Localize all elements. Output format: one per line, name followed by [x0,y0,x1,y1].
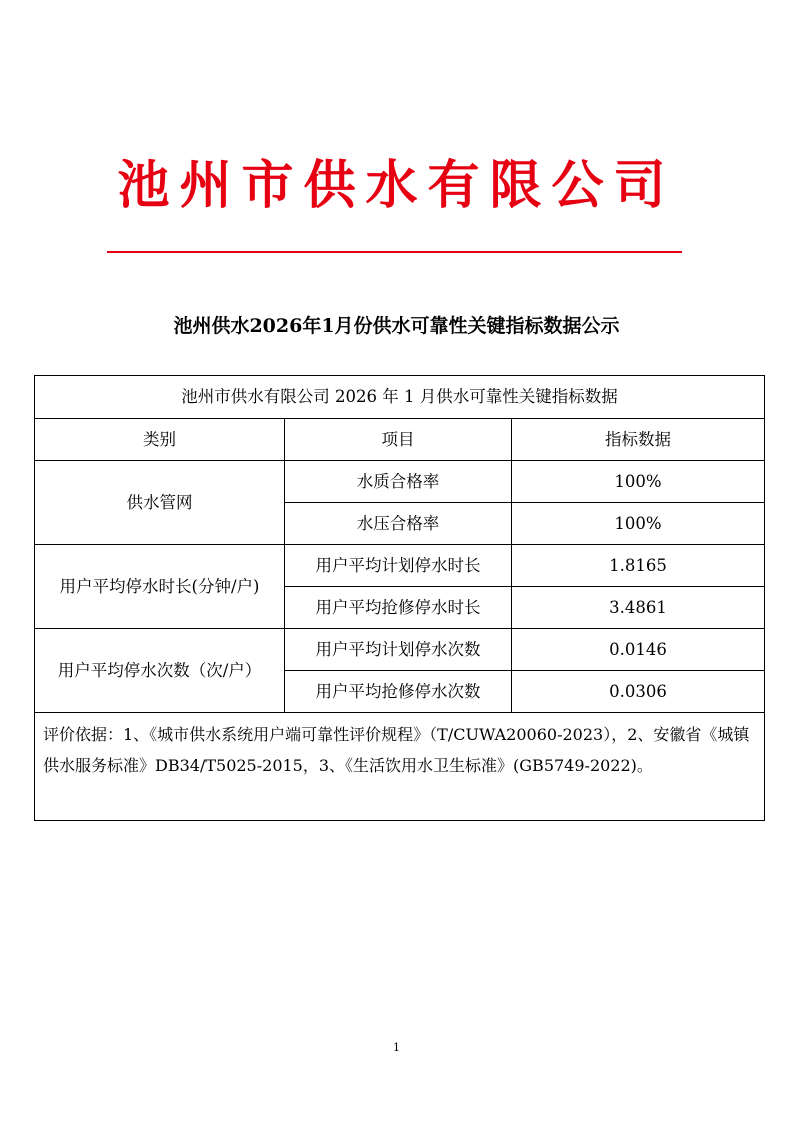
value-cell: 100% [512,461,765,503]
item-cell: 用户平均抢修停水次数 [285,671,512,713]
table-caption: 池州市供水有限公司 2026 年 1 月供水可靠性关键指标数据 [35,376,765,419]
value-cell: 0.0146 [512,629,765,671]
table-row [35,461,765,503]
item-cell: 用户平均抢修停水时长 [285,587,512,629]
item-cell: 水质合格率 [285,461,512,503]
header-value: 指标数据 [512,419,765,461]
table-header-row [35,419,765,461]
header-item: 项目 [285,419,512,461]
table-caption-row [35,376,765,419]
value-cell: 3.4861 [512,587,765,629]
category-cell: 用户平均停水时长(分钟/户) [35,545,285,629]
item-cell: 用户平均计划停水时长 [285,545,512,587]
value-cell: 0.0306 [512,671,765,713]
page-number: 1 [393,1041,400,1054]
evaluation-basis-row [35,713,765,821]
letterhead-divider [107,251,682,253]
company-letterhead: 池州市供水有限公司 [117,156,676,216]
document-title: 池州供水2026年1月份供水可靠性关键指标数据公示 [173,315,620,337]
table-row [35,545,765,587]
category-cell: 用户平均停水次数（次/户） [35,629,285,713]
table-row [35,629,765,671]
category-cell: 供水管网 [35,461,285,545]
evaluation-basis: 评价依据：1、《城市供水系统用户端可靠性评价规程》（T/CUWA20060-2023），2、安徽省《城镇供水服务标准》DB34/T5025-2015，3、《生活饮用水卫生标准》(GB5749-2022)。 [35,713,765,821]
value-cell: 100% [512,503,765,545]
reliability-indicators-table [34,375,765,821]
value-cell: 1.8165 [512,545,765,587]
header-category: 类别 [35,419,285,461]
item-cell: 用户平均计划停水次数 [285,629,512,671]
item-cell: 水压合格率 [285,503,512,545]
